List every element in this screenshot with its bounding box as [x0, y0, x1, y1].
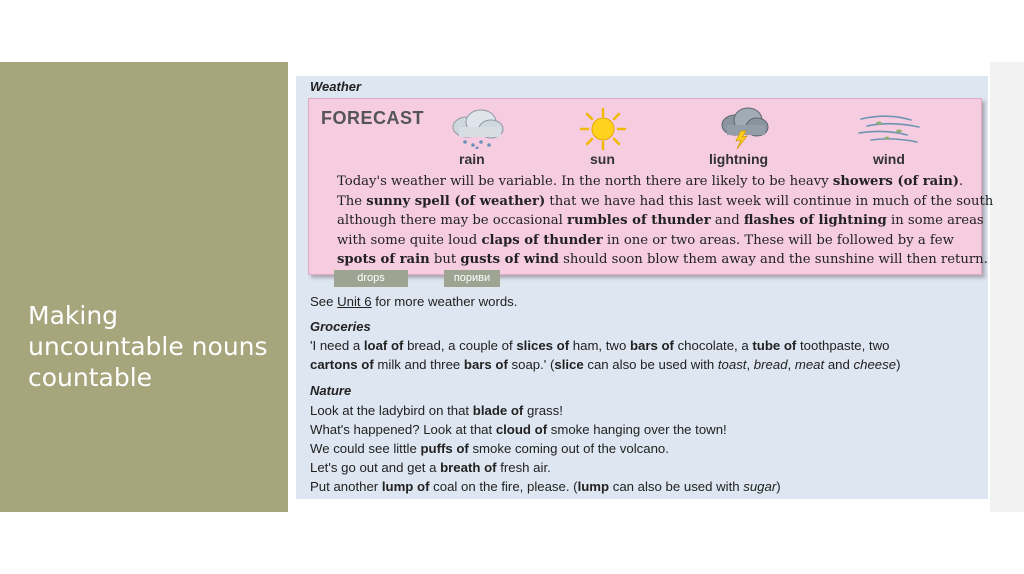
- nature-line: We could see little puffs of smoke coming out of the volcano.: [310, 441, 669, 456]
- nature-line: Let's go out and get a breath of fresh air.: [310, 460, 551, 475]
- forecast-line: with some quite loud claps of thunder in one or two areas. These will be followed by a few: [337, 232, 954, 248]
- nature-line: What's happened? Look at that cloud of smoke hanging over the town!: [310, 422, 727, 437]
- unit-6-link[interactable]: Unit 6: [337, 294, 372, 309]
- groceries-heading: Groceries: [310, 319, 371, 334]
- slide-title: Making uncountable nouns countable: [28, 301, 268, 392]
- nature-line: Put another lump of coal on the fire, please. (lump can also be used with sugar): [310, 479, 781, 494]
- forecast-box: [308, 98, 994, 275]
- rain-cloud-icon: [445, 107, 509, 149]
- forecast-line: Today's weather will be variable. In the north there are likely to be heavy showers (of rain).: [337, 174, 964, 189]
- forecast-title: FORECAST: [321, 108, 424, 128]
- groceries-line: 'I need a loaf of bread, a couple of slices of ham, two bars of chocolate, a tube of toothpaste, two: [310, 338, 890, 353]
- wind-icon: [857, 111, 923, 147]
- rain-label: rain: [459, 151, 485, 167]
- note-tag-drops: drops: [334, 270, 408, 287]
- right-margin-strip: [990, 62, 1024, 512]
- weather-heading: Weather: [310, 79, 362, 94]
- forecast-paragraph: [337, 172, 994, 270]
- forecast-line: The sunny spell (of weather) that we have had this last week will continue in much of the south: [337, 193, 994, 209]
- sun-icon: [575, 107, 631, 151]
- wind-label: wind: [873, 151, 905, 167]
- forecast-line: spots of rain but gusts of wind should soon blow them away and the sunshine will then return.: [337, 252, 988, 268]
- sun-label: sun: [590, 151, 615, 167]
- title-sidebar: [0, 62, 288, 512]
- see-also-line: See Unit 6 for more weather words.: [310, 294, 518, 309]
- groceries-line: cartons of milk and three bars of soap.' (slice can also be used with toast, bread, meat and cheese): [310, 357, 901, 372]
- nature-heading: Nature: [310, 383, 352, 398]
- forecast-line: although there may be occasional rumbles of thunder and flashes of lightning in some areas: [337, 213, 984, 229]
- lightning-label: lightning: [709, 151, 769, 167]
- lightning-cloud-icon: [715, 105, 771, 149]
- nature-line: Look at the ladybird on that blade of grass!: [310, 403, 563, 418]
- note-tag-poryvy: пориви: [444, 270, 500, 287]
